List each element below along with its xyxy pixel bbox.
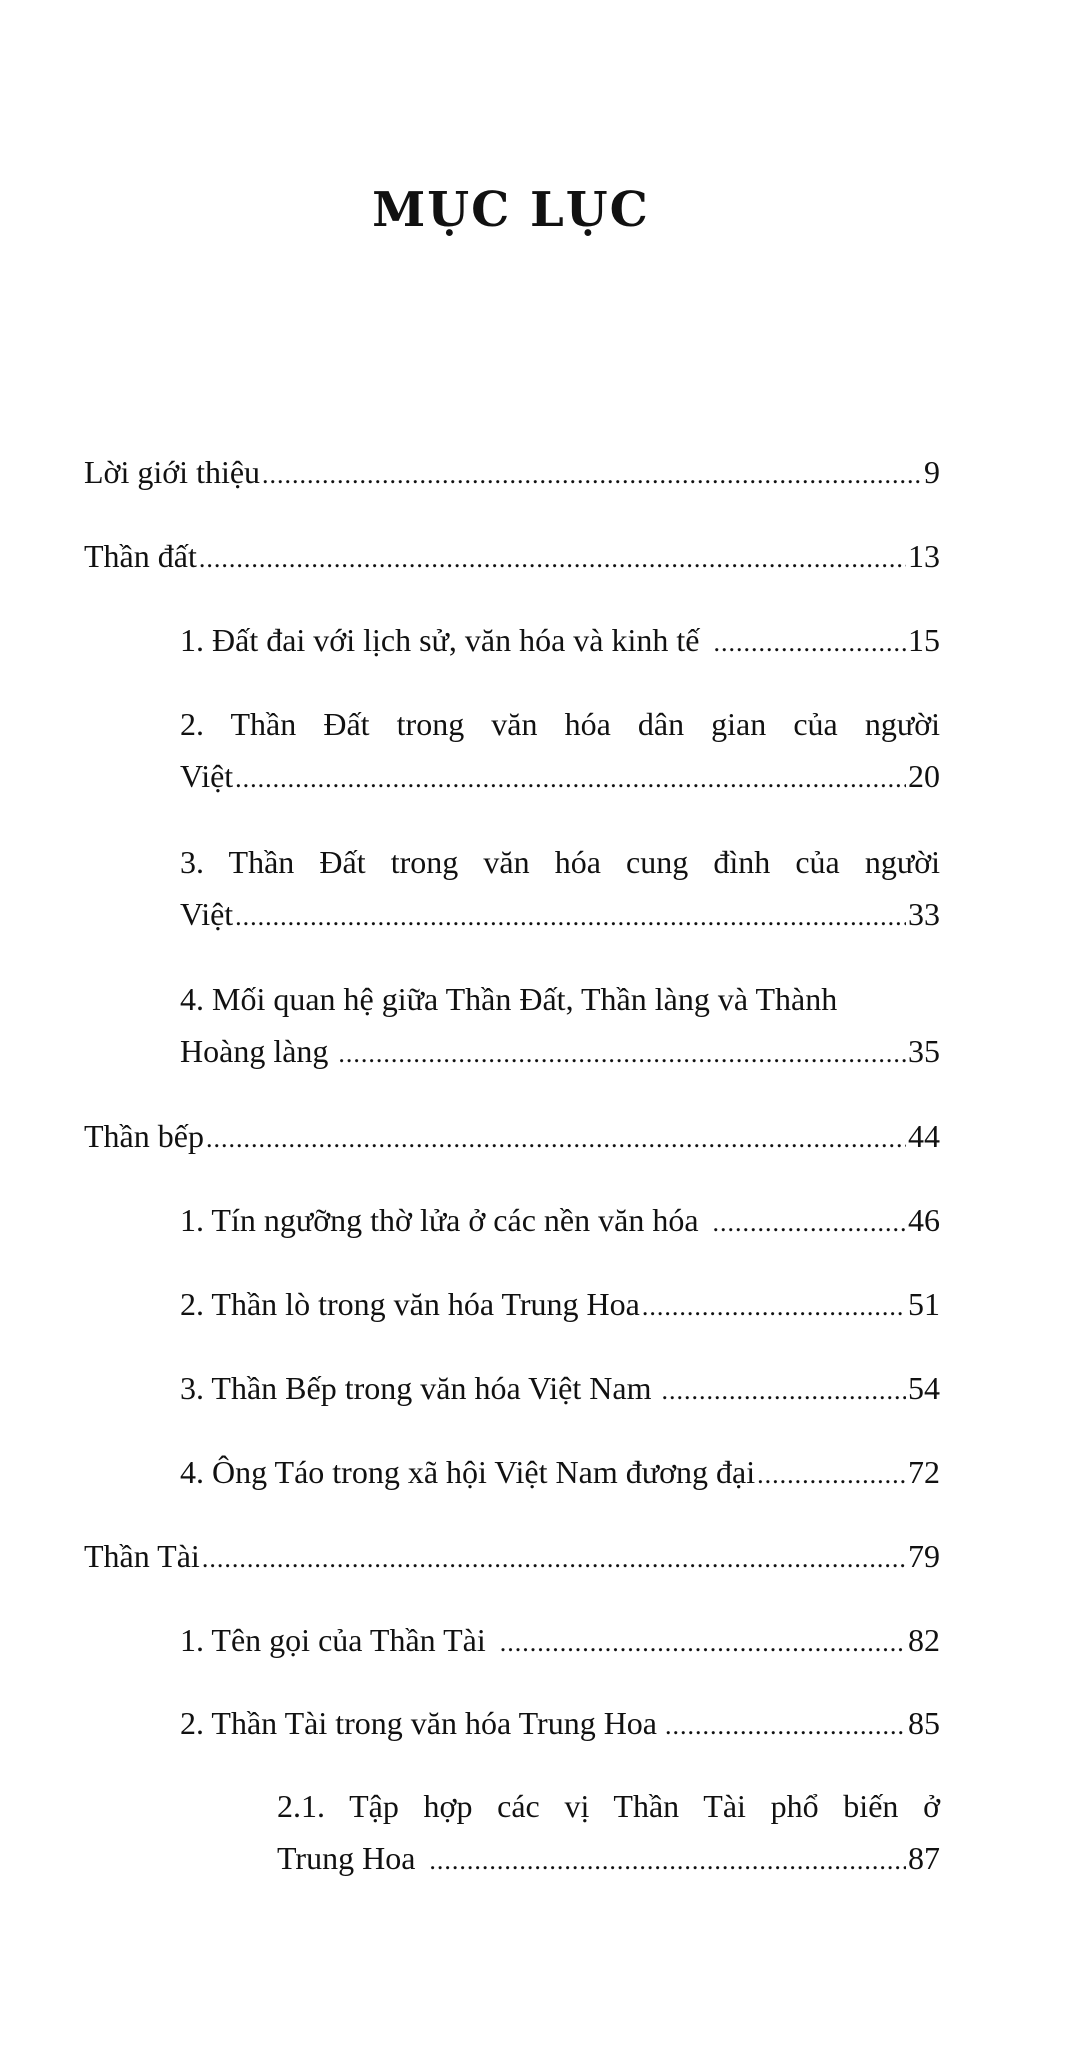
toc-page-number: 51: [908, 1286, 940, 1322]
toc-entry-than-bep[interactable]: [84, 1110, 940, 1165]
toc-entry-dat-dai[interactable]: [180, 614, 940, 669]
toc-page-number: 46: [908, 1202, 940, 1238]
toc-page-number: 44: [908, 1118, 940, 1154]
toc-entry-label-line-1: 2.1. Tập hợp các vị Thần Tài phổ biến ở: [277, 1788, 940, 1824]
toc-page-number: 9: [924, 454, 940, 490]
toc-entry-label-line-1: 3. Thần Đất trong văn hóa cung đình của người: [180, 844, 940, 880]
dot-leader: [235, 891, 906, 943]
toc-page-number: 82: [908, 1622, 940, 1658]
dot-leader: [235, 753, 906, 805]
toc-entry-than-dat[interactable]: [84, 530, 940, 585]
toc-entry-than-dat-dan-gian[interactable]: [180, 698, 940, 805]
toc-entry-label: Việt: [180, 896, 234, 932]
toc-entry-than-lo[interactable]: [180, 1278, 940, 1333]
toc-page-number: 33: [908, 896, 940, 932]
toc-page-number: 72: [908, 1454, 940, 1490]
dot-leader: [338, 1028, 906, 1080]
toc-page-number: 54: [908, 1370, 940, 1406]
toc-entry-label-line-1: 4. Mối quan hệ giữa Thần Đất, Thần làng và Thành: [180, 981, 838, 1017]
toc-entry-label: 3. Thần Bếp trong văn hóa Việt Nam: [180, 1370, 652, 1406]
toc-entry-than-tai[interactable]: [84, 1530, 940, 1585]
dot-leader: [202, 1533, 906, 1585]
toc-entry-label: 4. Ông Táo trong xã hội Việt Nam đương đại: [180, 1454, 756, 1490]
toc-entry-label: Trung Hoa: [277, 1840, 416, 1876]
page-title: MỤC LỤC: [372, 182, 650, 238]
dot-leader: [642, 1281, 906, 1333]
dot-leader: [713, 617, 906, 669]
dot-leader: [757, 1449, 906, 1501]
toc-entry-label: 1. Đất đai với lịch sử, văn hóa và kinh tế: [180, 622, 700, 658]
dot-leader: [262, 449, 922, 501]
toc-entry-label: 2. Thần lò trong văn hóa Trung Hoa: [180, 1286, 640, 1322]
dot-leader: [206, 1113, 906, 1165]
toc-entry-label: Thần Tài: [84, 1538, 200, 1574]
toc-entry-label: Thần bếp: [84, 1118, 204, 1154]
dot-leader: [661, 1365, 906, 1417]
toc-entry-tin-nguong-tho-lua[interactable]: [180, 1194, 940, 1249]
toc-page-number: 15: [908, 622, 940, 658]
toc-entry-moi-quan-he[interactable]: [180, 973, 940, 1080]
toc-page-number: 79: [908, 1538, 940, 1574]
toc-page-number: 35: [908, 1033, 940, 1069]
dot-leader: [665, 1700, 906, 1752]
toc-entry-label: Việt: [180, 758, 234, 794]
toc-entry-label: Thần đất: [84, 538, 197, 574]
toc-entry-than-bep-viet-nam[interactable]: [180, 1362, 940, 1417]
toc-entry-label: Lời giới thiệu: [84, 454, 261, 490]
toc-entry-introduction[interactable]: [84, 446, 940, 501]
toc-entry-label-line-1: 2. Thần Đất trong văn hóa dân gian của người: [180, 706, 940, 742]
dot-leader: [199, 533, 906, 585]
toc-page-number: 20: [908, 758, 940, 794]
toc-entry-than-tai-trung-hoa[interactable]: [180, 1697, 940, 1752]
toc-entry-than-dat-cung-dinh[interactable]: [180, 836, 940, 943]
dot-leader: [429, 1835, 906, 1887]
toc-page-number: 87: [908, 1840, 940, 1876]
dot-leader: [713, 1197, 906, 1249]
toc-page-number: 13: [908, 538, 940, 574]
toc-entry-label: Hoàng làng: [180, 1033, 329, 1069]
toc-entry-label: 1. Tên gọi của Thần Tài: [180, 1622, 486, 1658]
toc-entry-ten-goi-than-tai[interactable]: [180, 1614, 940, 1669]
dot-leader: [500, 1617, 906, 1669]
toc-entry-ong-tao[interactable]: [180, 1446, 940, 1501]
toc-page-number: 85: [908, 1705, 940, 1741]
toc-entry-tap-hop-than-tai[interactable]: [277, 1780, 940, 1887]
toc-entry-label: 1. Tín ngưỡng thờ lửa ở các nền văn hóa: [180, 1202, 699, 1238]
toc-entry-label: 2. Thần Tài trong văn hóa Trung Hoa: [180, 1705, 657, 1741]
